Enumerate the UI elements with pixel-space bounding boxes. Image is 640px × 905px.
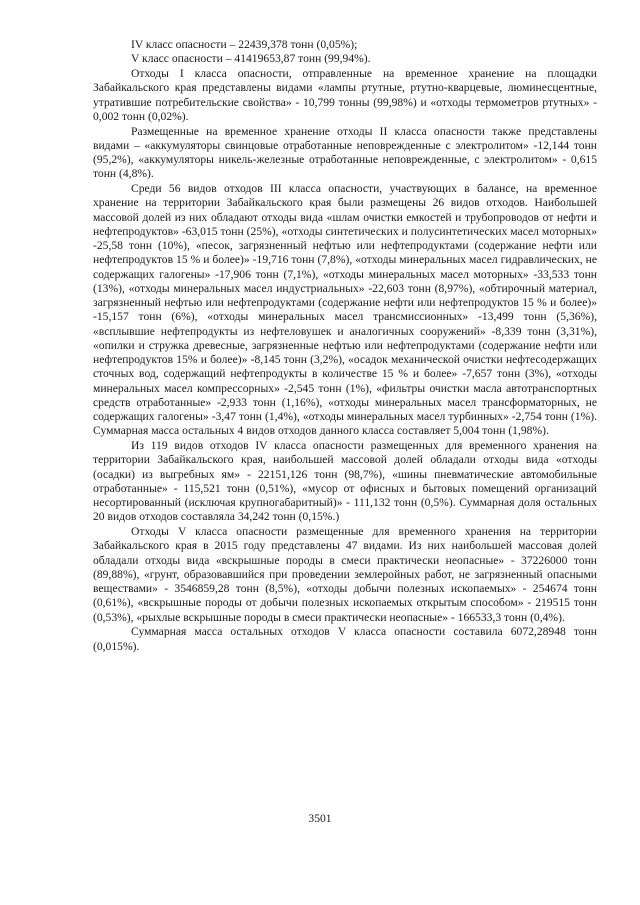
paragraph-class-5-waste: Отходы V класса опасности размещенные для временного хранения на территории Забайкальского края в 2015 году представлены 47 видами. Из них наибольшей массовая долей обладали отходы вида «вскрышные породы в смеси практически неопасные» - 37226000 тонн (89,88%), «грунт, образовавшийся при проведении землеройных работ, не загрязненный опасными веществами» - 3546859,28 тонн (8,5%), «отходы добычи полезных ископаемых» - 254674 тонн (0,61%), «вскрышные породы от добычи полезных ископаемых открытым способом» - 219515 тонн (0,53%), «рыхлые вскрышные породы в смеси практически неопасные» - 166533,3 тонн (0,4%). [93,525,597,624]
paragraph-class-3-waste: Среди 56 видов отходов III класса опасности, участвующих в балансе, на временное хранение на территории Забайкальского края были размещены 26 видов отходов. Наибольшей массовой долей из них обладают отходы вида «шлам очистки емкостей и трубопроводов от нефти и нефтепродуктов» -63,015 тонн (25%), «отходы синтетических и полусинтетических масел моторных» -25,58 тонн (10%), «песок, загрязненный нефтью или нефтепродуктами (содержание нефти или нефтепродуктов 15 % и более)» -19,716 тонн (7,8%), «отходы минеральных масел гидравлических, не содержащих галогены» -17,906 тонн (7,1%), «отходы минеральных масел моторных» -33,533 тонн (13%), «отходы минеральных масел индустриальных» -22,603 тонн (8,97%), «обтирочный материал, загрязненный нефтью или нефтепродуктами (содержание нефти или нефтепродуктов 15 % и более)» -15,157 тонн (6%), «отходы минеральных масел трансмиссионных» -13,499 тонн (5,36%), «всплывшие нефтепродукты из нефтеловушек и аналогичных сооружений» -8,339 тонн (3,31%), «опилки и стружка древесные, загрязненные нефтью или нефтепродуктами (содержание нефти или нефтепродуктов 15% и более)» -8,145 тонн (3,2%), «осадок механической очистки нефтесодержащих сточных вод, содержащий нефтепродукты в количестве 15 % и более» -7,657 тонн (3%), «отходы минеральных масел компрессорных» -2,545 тонн (1%), «фильтры очистки масла автотранспортных средств отработанные» -2,933 тонн (1,16%), «отходы минеральных масел трансформаторных, не содержащих галогены» -3,47 тонн (1,4%), «отходы минеральных масел турбинных» -2,754 тонн (1%). Суммарная масса остальных 4 видов отходов данного класса составляет 5,004 тонн (1,98%). [93,182,597,438]
paragraph-class-2-waste: Размещенные на временное хранение отходы II класса опасности также представлены видами – «аккумуляторы свинцовые отработанные неповрежденные с электролитом» -12,144 тонн (95,2%), «аккумуляторы никель-железные отработанные неповрежденные, с электролитом» - 0,615 тонн (4,8%). [93,124,597,181]
paragraph-class-4-waste: Из 119 видов отходов IV класса опасности размещенных для временного хранения на территории Забайкальского края, наибольшей массовой долей обладали отходы вида «отходы (осадки) из выгребных ям» - 22151,126 тонн (98,7%), «шины пневматические автомобильные отработанные» - 115,521 тонн (0,51%), «мусор от офисных и бытовых помещений организаций несортированный (исключая крупногабаритный)» - 111,132 тонн (0,5%). Суммарная доля остальных 20 видов отходов составляла 34,242 тонн (0,15%.) [93,439,597,524]
paragraph-hazard-class-4: IV класс опасности – 22439,378 тонн (0,05%); [131,38,358,51]
paragraph-class-5-remainder: Суммарная масса остальных отходов V класса опасности составила 6072,28948 тонн (0,015%). [93,625,597,653]
paragraph-hazard-class-5: V класс опасности – 41419653,87 тонн (99,94%). [131,52,371,66]
paragraph-class-1-waste: Отходы I класса опасности, отправленные на временное хранение на площадки Забайкальского края представлены видами «лампы ртутные, ртутно-кварцевые, люминесцентные, утратившие потребительские свойства» - 10,799 тонны (99,98%) и «отходы термометров ртутных» - 0,002 тонн (0,02%). [93,67,597,123]
page-number: 3501 [308,812,332,825]
document-body [93,38,597,654]
